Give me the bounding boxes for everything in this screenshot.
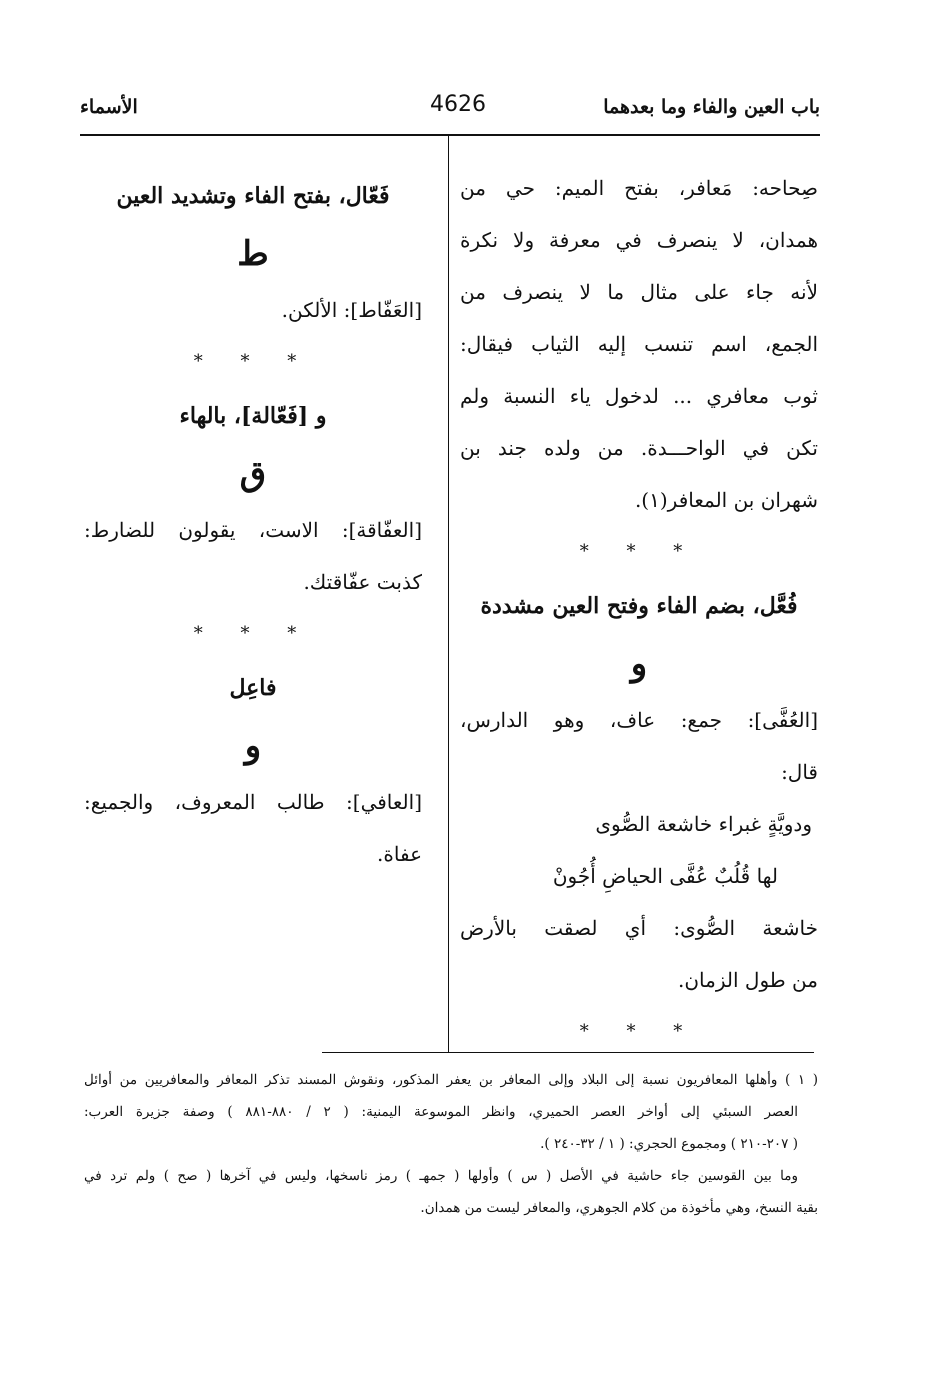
verse-line: ودويَّةٍ غبراء خاشعة الصُّوى (595, 812, 812, 836)
section-separator: * * * (193, 623, 313, 644)
text-line: لأنه جاء على مثال ما لا ينصرف من (460, 280, 818, 304)
entry-line: [العَفّاط]: الألكن. (281, 298, 422, 322)
footnote-line: ( ٢٠٧-٢١٠ ) ومجموع الحجري: ( ١ / ٣٢-٢٤٠ ). (540, 1136, 798, 1152)
pattern-heading: فاعِل (229, 675, 277, 701)
root-letter: و (630, 644, 648, 684)
chapter-title: باب العين والفاء وما بعدهما (603, 96, 820, 118)
text-line: تكن في الواحـــدة. من ولده جند بن (460, 436, 818, 460)
entry-line: عفاة. (377, 842, 422, 866)
section-separator: * * * (579, 1021, 699, 1042)
text-line: ثوب معافري ... لدخول ياء النسبة ولم (460, 384, 818, 408)
column-divider (448, 134, 449, 1052)
text-line: الجمع، اسم تنسب إليه الثياب فيقال: (460, 332, 818, 356)
footnote-line: بقية النسخ، وهي مأخوذة من كلام الجوهري، والمعافر ليست من همدان. (420, 1200, 818, 1216)
section-title: الأسماء (80, 96, 138, 118)
entry-line: [العُفَّى]: جمع: عاف، وهو الدارس، (460, 708, 818, 732)
header-rule (80, 134, 820, 136)
footnote-line: وما بين القوسين جاء حاشية في الأصل ( س ) وأولها ( جمهـ ) رمز ناسخها، وليس في آخرها ( صح ) ولم ترد في (84, 1168, 798, 1184)
explanation-line: من طول الزمان. (678, 968, 818, 992)
root-letter: و (244, 726, 262, 766)
entry-line: قال: (781, 760, 818, 784)
text-line: صِحاحه: مَعافر، بفتح الميم: حي من (460, 176, 818, 200)
entry-line: [العافي]: طالب المعروف، والجميع: (84, 790, 422, 814)
pattern-heading: فُعَّل، بضم الفاء وفتح العين مشددة (480, 593, 798, 619)
root-letter: ق (239, 454, 267, 494)
pattern-heading: و [فَعّالة]، بالهاء (179, 403, 327, 429)
left-column (84, 168, 422, 880)
footnote-line: ( ١ ) وأهلها المعافريون نسبة إلى البلاد وإلى المعافر بن يعفر المذكور، ونقوش المسند تذكر المعافر والمعافريين من أوائل (84, 1072, 818, 1088)
right-column (460, 162, 818, 1058)
pattern-heading: فَعّال، بفتح الفاء وتشديد العين (116, 183, 390, 209)
page-header (80, 92, 820, 132)
entry-line: [العفّاقة]: الاست، يقولون للضارط: (84, 518, 422, 542)
text-line: شهران بن المعافر(١). (634, 488, 818, 512)
footnote-rule (322, 1052, 814, 1053)
footnotes (84, 1064, 818, 1224)
footnote-line: العصر السبئي إلى أواخر العصر الحميري، وانظر الموسوعة اليمنية: ( ٢ / ٨٨٠-٨٨١ ) وصفة جزيرة العرب: (84, 1104, 799, 1120)
verse-line: لها قُلُبٌ عُفَّى الحياضِ أُجُونْ (552, 864, 778, 888)
root-letter: ط (237, 234, 269, 274)
section-separator: * * * (193, 351, 313, 372)
text-line: همدان، لا ينصرف في معرفة ولا نكرة (460, 228, 818, 252)
explanation-line: خاشعة الصُّوى: أي لصقت بالأرض (460, 916, 818, 940)
section-separator: * * * (579, 541, 699, 562)
page-number: 4626 (430, 92, 486, 117)
entry-line: كذبت عفّاقتك. (303, 570, 422, 594)
